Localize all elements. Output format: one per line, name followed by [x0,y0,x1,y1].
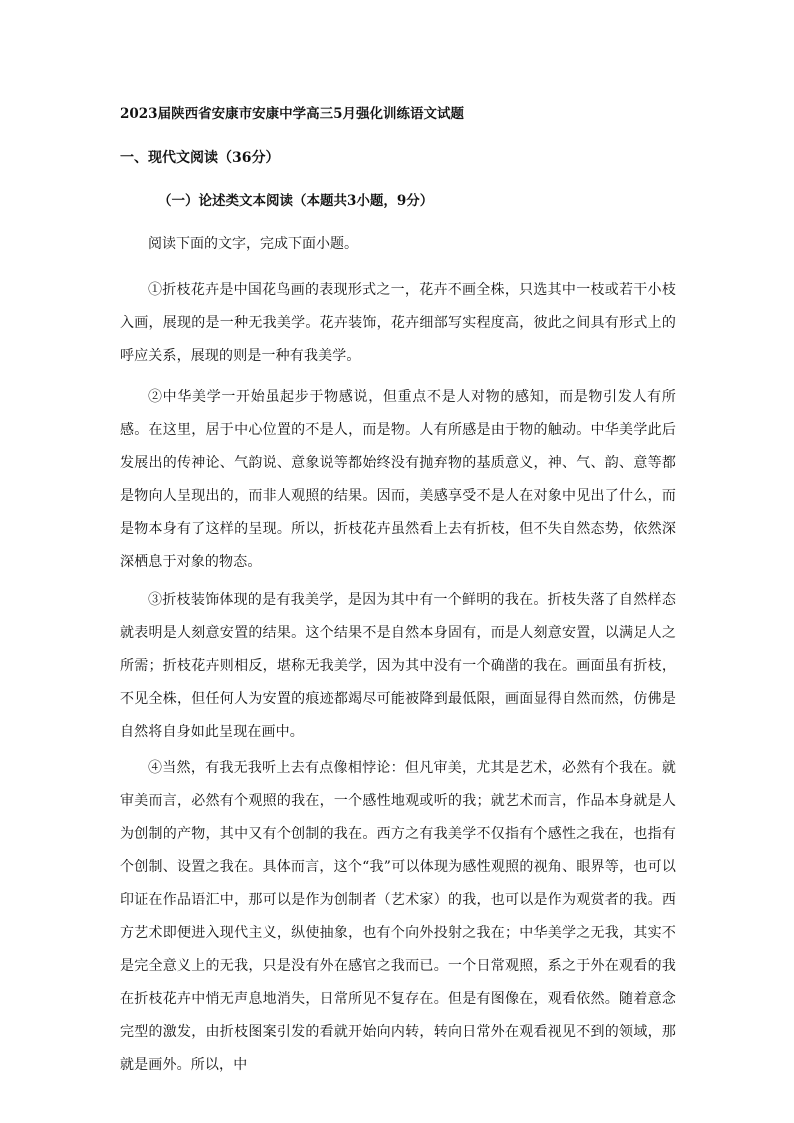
section-heading: 一、现代文阅读（36分） [120,150,280,166]
paragraph-2: ②中华美学一开始虽起步于物感说，但重点不是人对物的感知，而是物引发人有所感。在这里，居于中心位置的不是人，而是物。人有所感是由于物的触动。中华美学此后发展出的传神论、气韵说、意象说等都始终没有抛弃物的基质意义，神、气、韵、意等都是物向人呈现出的，而非人观照的结果。因而，美感享受不是人在对象中见出了什么，而是物本身有了这样的呈现。所以，折枝花卉虽然看上去有折枝，但不失自然态势，依然深深栖息于对象的物态。 [120,389,676,570]
paragraph-4: ④当然，有我无我听上去有点像相悖论：但凡审美，尤其是艺术，必然有个我在。就审美而言，必然有个观照的我在，一个感性地观或听的我；就艺术而言，作品本身就是人为创制的产物，其中又有个创制的我在。西方之有我美学不仅指有个感性之我在，也指有个创制、设置之我在。具体而言，这个“我”可以体现为感性观照的视角、眼界等，也可以印证在作品语汇中，那可以是作为创制者（艺术家）的我，也可以是作为观赏者的我。西方艺术即便进入现代主义，纵使抽象，也有个向外投射之我在；中华美学之无我，其实不是完全意义上的无我，只是没有外在感官之我而已。一个日常观照，系之于外在观看的我在折枝花卉中悄无声息地消失，日常所见不复存在。但是有图像在，观看依然。随着意念完型的激发，由折枝图案引发的看就开始向内转，转向日常外在观看视见不到的领域，那就是画外。所以，中 [120,760,676,1073]
document-title: 2023届陕西省安康市安康中学高三5月强化训练语文试题 [120,106,464,122]
reading-instruction: 阅读下面的文字，完成下面小题。 [148,236,358,252]
paragraph-3: ③折枝装饰体现的是有我美学，是因为其中有一个鲜明的我在。折枝失落了自然样态就表明是人刻意安置的结果。这个结果不是自然本身固有，而是人刻意安置，以满足人之所需；折枝花卉则相反，堪称无我美学，因为其中没有一个确凿的我在。画面虽有折枝，不见全株，但任何人为安置的痕迹都竭尽可能被降到最低限，画面显得自然而然，仿佛是自然将自身如此呈现在画中。 [120,592,676,740]
subsection-heading: （一）论述类文本阅读（本题共3小题，9分） [158,193,434,209]
paragraph-1: ①折枝花卉是中国花鸟画的表现形式之一，花卉不画全株，只选其中一枝或若干小枝入画，展现的是一种无我美学。花卉装饰，花卉细部写实程度高，彼此之间具有形式上的呼应关系，展现的则是一种有我美学。 [120,282,676,364]
